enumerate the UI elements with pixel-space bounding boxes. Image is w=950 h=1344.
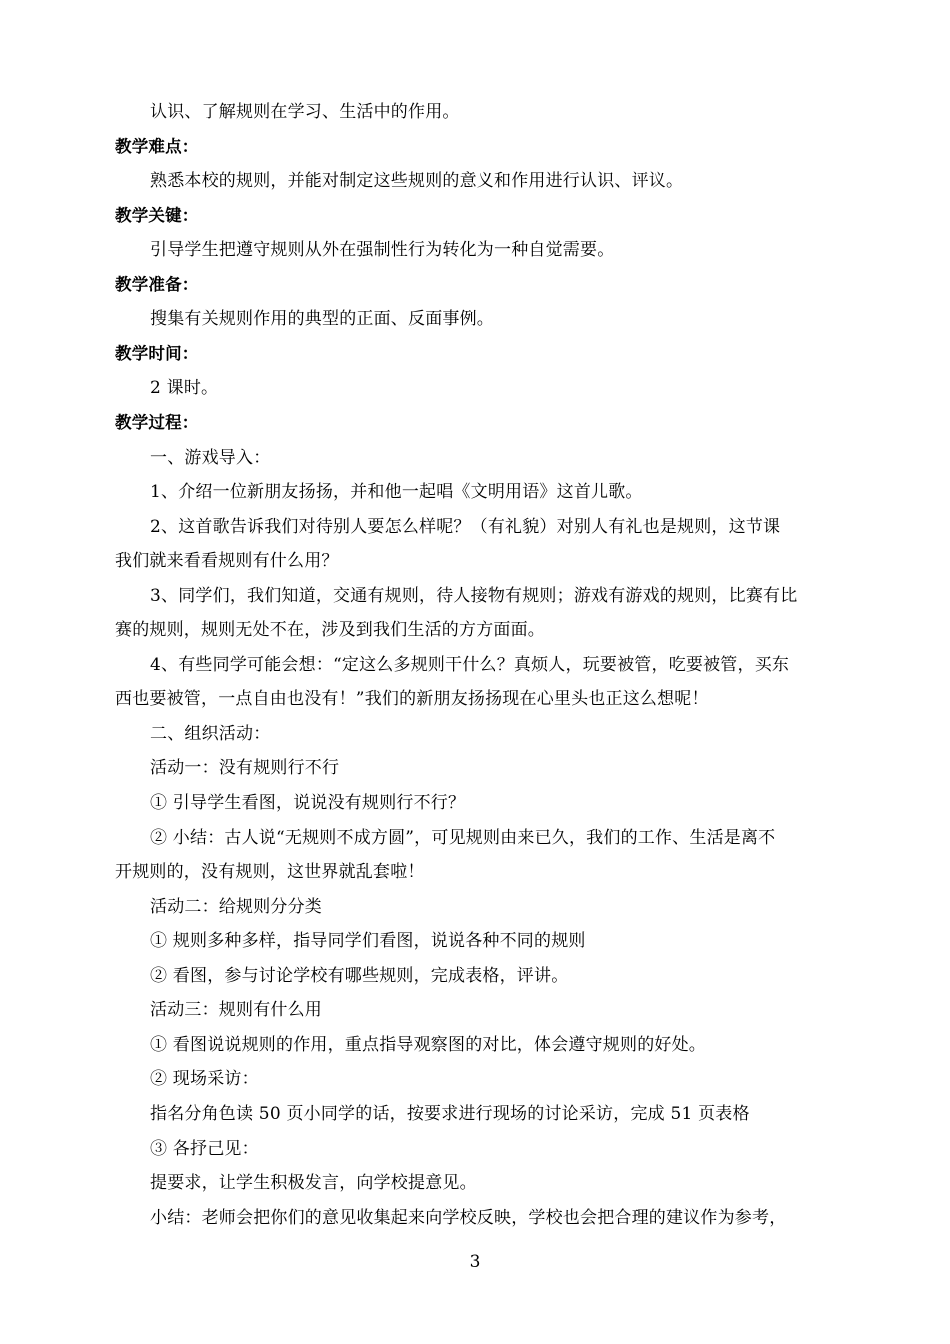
text-line: ② 小结：古人说“无规则不成方圆”，可见规则由来已久，我们的工作、生活是离不 (150, 827, 776, 848)
section-heading: 教学准备： (115, 274, 199, 294)
text-line: 指名分角色读 50 页小同学的话，按要求进行现场的讨论采访，完成 51 页表格 (150, 1103, 750, 1124)
text-line: 西也要被管，一点自由也没有！”我们的新朋友扬扬现在心里头也正这么想呢！ (115, 689, 709, 710)
text-line: 认识、了解规则在学习、生活中的作用。 (150, 102, 460, 122)
section-heading: 教学时间： (115, 343, 199, 363)
section-heading: 教学难点： (115, 136, 199, 156)
text-line: 活动二：给规则分分类 (150, 896, 322, 917)
text-line: 2、这首歌告诉我们对待别人要怎么样呢？（有礼貌）对别人有礼也是规则，这节课 (150, 516, 781, 537)
text-line: 赛的规则，规则无处不在，涉及到我们生活的方方面面。 (115, 620, 545, 641)
text-line: 3、同学们，我们知道，交通有规则，待人接物有规则；游戏有游戏的规则，比赛有比 (150, 585, 798, 606)
text-line: 小结：老师会把你们的意见收集起来向学校反映，学校也会把合理的建议作为参考， (150, 1207, 787, 1228)
text-line: 一、游戏导入： (150, 447, 271, 468)
text-line: ② 现场采访： (150, 1069, 259, 1090)
text-line: 活动三：规则有什么用 (150, 1000, 322, 1021)
text-line: 4、有些同学可能会想：“定这么多规则干什么？真烦人，玩要被管，吃要被管，买东 (150, 654, 790, 675)
page-number: 3 (469, 1252, 481, 1272)
section-heading: 教学过程： (115, 412, 199, 432)
text-line: ① 引导学生看图，说说没有规则行不行？ (150, 793, 466, 813)
text-line: 搜集有关规则作用的典型的正面、反面事例。 (150, 309, 494, 330)
text-line: 提要求，让学生积极发言，向学校提意见。 (150, 1173, 477, 1194)
text-line: 我们就来看看规则有什么用？ (115, 551, 339, 572)
text-line: ③ 各抒己见： (150, 1138, 259, 1159)
text-line: 1、介绍一位新朋友扬扬，并和他一起唱《文明用语》这首儿歌。 (150, 482, 643, 503)
text-line: 引导学生把遵守规则从外在强制性行为转化为一种自觉需要。 (150, 240, 615, 261)
text-line: 熟悉本校的规则，并能对制定这些规则的意义和作用进行认识、评议。 (150, 171, 684, 192)
text-line: 开规则的，没有规则，这世界就乱套啦！ (115, 862, 425, 883)
text-line: 活动一：没有规则行不行 (150, 758, 340, 779)
section-heading: 教学关键： (115, 205, 199, 225)
text-line: ② 看图，参与讨论学校有哪些规则，完成表格，评讲。 (150, 965, 569, 986)
text-line: ① 看图说说规则的作用，重点指导观察图的对比，体会遵守规则的好处。 (150, 1034, 707, 1055)
text-line: ① 规则多种多样，指导同学们看图，说说各种不同的规则 (150, 931, 586, 952)
text-line: 二、组织活动： (150, 723, 271, 744)
text-line: 2 课时。 (150, 378, 219, 399)
